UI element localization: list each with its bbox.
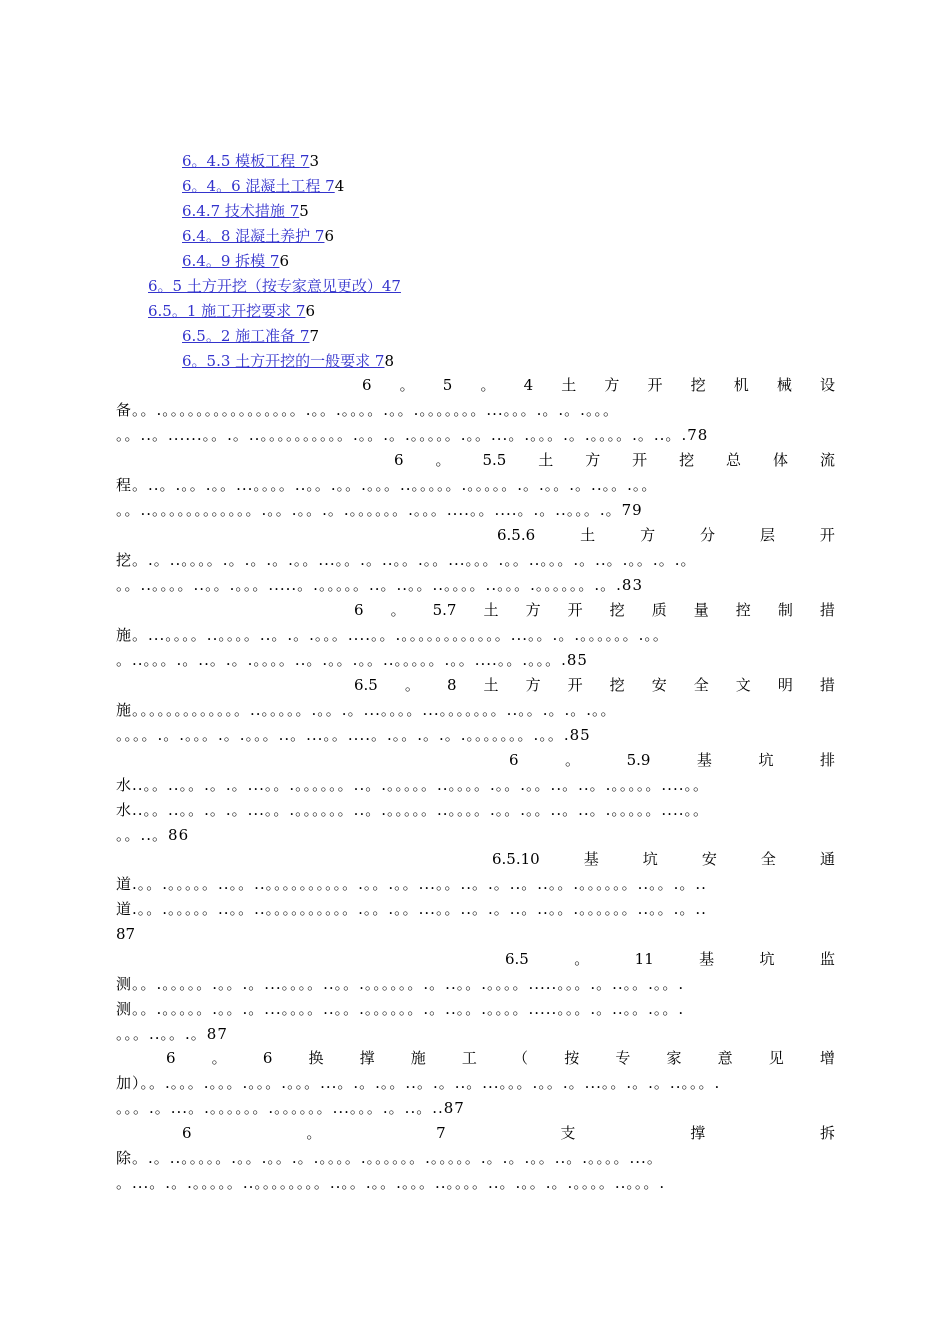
heading-token: 控 [735,601,751,619]
heading-token: 量 [693,601,709,619]
heading-token: 基 [583,850,599,868]
toc-item[interactable] [182,226,334,246]
heading-token: 。 [306,1124,322,1142]
heading-token: 土 [580,526,596,544]
heading-token: 坑 [759,950,775,968]
heading-token: 监 [819,950,835,968]
heading-token: 排 [819,751,835,769]
heading-token: 开 [819,526,835,544]
heading-token: 开 [567,601,583,619]
toc-item[interactable] [148,301,315,321]
entry-leader-with-page: 。。。.。...。.。。。。。。.。。。。。。...。。。.。..。..87 [116,1099,465,1117]
heading-token: 土 [538,451,554,469]
heading-token: 措 [819,676,835,694]
heading-token: 4 [523,376,534,394]
heading-token: 措 [819,601,835,619]
heading-token: 层 [759,526,775,544]
heading-token: 挖 [609,676,625,694]
heading-token: 6.5 [505,950,529,968]
heading-token: 明 [777,676,793,694]
entry-leader-line: 测。。.。。。。。.。。.。...。。。。..。。.。。。。。。.。..。。.。。。。.....。。。.。..。。.。。. [116,975,685,993]
entry-leader-line: 道.。。.。。。。。..。。..。。。。。。。。。。.。。.。。...。。..。.。..。..。。.。。。。。。..。。.。.. [116,875,707,893]
entry-leader-with-page: 。。。。.。.。。。.。.。。。..。...。。....。.。。.。.。.。。。。。。。.。。.85 [116,726,591,744]
heading-token: 6 [509,751,519,769]
heading-token: 5 [442,376,453,394]
heading-token: 开 [632,451,648,469]
heading-token: 6 [262,1049,273,1067]
heading-token: 。 [211,1049,227,1067]
entry-leader-with-page: 。。。..。。.。87 [116,1025,228,1043]
heading-token: 5.5 [482,451,507,469]
entry-leader-with-page: 。..。。。.。..。.。.。。。。..。.。。.。。..。。。。。.。。....。。.。。。.85 [116,651,588,669]
entry-heading [394,449,835,471]
entry-leader-line: 。...。.。.。。。。。..。。。。。。。。..。。.。。.。。。..。。。。..。.。。.。.。。。。..。。。. [116,1174,666,1192]
entry-heading [497,524,835,546]
heading-token: 6 [166,1049,176,1067]
entry-leader-with-page: 。。..。。。。..。。.。。。.....。.。。。。。..。..。。..。。。。..。。。.。。。。。。.。.83 [116,576,643,594]
heading-token: 。 [574,950,590,968]
toc-page-number: 8 [384,352,395,370]
entry-page-number: 87 [116,925,136,943]
toc-item[interactable] [148,276,401,296]
heading-token: 工 [461,1049,477,1067]
toc-page-number: 4 [334,177,345,195]
heading-token: 6.5.10 [492,850,540,868]
heading-token: 总 [726,451,742,469]
heading-token: 7 [436,1124,446,1142]
heading-token: 拆 [819,1124,835,1142]
entry-heading [354,674,835,696]
heading-token: 家 [666,1049,682,1067]
heading-token: 分 [700,526,716,544]
heading-token: 方 [525,601,541,619]
heading-token: 挖 [609,601,625,619]
heading-token: 方 [640,526,656,544]
heading-token: 6 [354,601,364,619]
entry-leader-line: 道.。。.。。。。。..。。..。。。。。。。。。。.。。.。。...。。..。.。..。..。。.。。。。。。..。。.。.. [116,900,707,918]
heading-token: 挖 [679,451,695,469]
toc-item[interactable] [182,176,344,196]
heading-token: 全 [760,850,776,868]
toc-page-number: 3 [309,152,320,170]
toc-link[interactable]: 6。5.3 土方开挖的一般要求 7 [182,352,385,370]
heading-token: 流 [819,451,835,469]
heading-token: 见 [768,1049,784,1067]
heading-token: 械 [776,376,792,394]
heading-token: 开 [567,676,583,694]
entry-leader-line: 施。。。。。。。。。。。。。..。。。。。.。。.。...。。。。...。。。。。。。..。。.。.。.。。 [116,701,617,719]
heading-token: 。 [399,376,415,394]
entry-leader-line: 挖。.。..。。。。.。.。.。.。。...。。.。..。。.。。...。。。.。。..。。。.。..。.。。.。.。 [116,551,697,569]
heading-token: 8 [446,676,457,694]
heading-token: 6.5.6 [497,526,536,544]
heading-token: 文 [735,676,751,694]
heading-token: 基 [699,950,715,968]
heading-token: 。 [480,376,496,394]
heading-token: 11 [634,950,654,968]
entry-leader-line: 测。。.。。。。。.。。.。...。。。。..。。.。。。。。。.。..。。.。。。。.....。。。.。..。。.。。. [116,1000,685,1018]
toc-link[interactable]: 6。4。6 混凝土工程 7 [182,177,335,195]
heading-token: 通 [819,850,835,868]
toc-link[interactable]: 6.5。1 施工开挖要求 7 [148,302,306,320]
heading-token: 。 [435,451,451,469]
heading-token: 全 [693,676,709,694]
heading-token: 土 [483,676,499,694]
toc-link[interactable]: 6.4.7 技术措施 7 [182,202,300,220]
toc-item[interactable] [182,326,319,346]
heading-token: 6 [182,1124,192,1142]
toc-page-number: 7 [309,327,320,345]
entry-heading [492,848,835,870]
toc-page-number: 5 [299,202,309,220]
entry-leader-with-page: 。。..。86 [116,826,190,844]
heading-token: 开 [647,376,663,394]
toc-link[interactable]: 6。5 土方开挖（按专家意见更改）47 [148,277,401,295]
entry-leader-line: 程。..。.。。.。。...。。。。..。。.。。.。。。..。。。。。.。。。。。.。.。。.。..。。.。。 [116,476,658,494]
heading-token: 设 [819,376,835,394]
heading-token: 增 [819,1049,835,1067]
entry-leader-line: 除。.。..。。。。。.。。.。。.。.。。。。.。。。。。。.。。。。。.。.。.。。..。.。。。。...。 [116,1149,663,1167]
toc-link[interactable]: 6.4。8 混凝土养护 7 [182,227,325,245]
heading-token: 安 [701,850,717,868]
heading-token: 支 [560,1124,576,1142]
toc-link[interactable]: 6.5。2 施工准备 7 [182,327,310,345]
heading-token: 6 [362,376,372,394]
heading-token: 方 [585,451,601,469]
entry-leader-line: 施。...。。。。..。。。。..。.。.。。。....。。.。。。。。。。。。。。。...。。.。.。。。。。。.。。 [116,626,669,644]
heading-token: 撑 [690,1124,706,1142]
toc-link[interactable]: 6。4.5 模板工程 7 [182,152,310,170]
heading-token: 5.9 [626,751,651,769]
heading-token: 撑 [359,1049,375,1067]
toc-page-number: 6 [279,252,290,270]
heading-token: 换 [308,1049,324,1067]
heading-token: （ [513,1049,529,1067]
heading-token: 按 [564,1049,580,1067]
entry-heading [182,1122,835,1144]
heading-token: 基 [696,751,712,769]
heading-token: 挖 [690,376,706,394]
toc-page-number: 6 [305,302,316,320]
entry-heading [354,599,835,621]
heading-token: 安 [651,676,667,694]
entry-leader-with-page: 。。..。......。。.。..。。。。。。。。。。.。。.。.。。。。。.。。...。.。。。.。.。。。。.。..。.78 [116,426,709,444]
toc-item[interactable] [182,151,319,171]
heading-token: 坑 [642,850,658,868]
entry-heading [166,1047,835,1069]
entry-heading [505,948,835,970]
heading-token: 制 [777,601,793,619]
heading-token: 体 [773,451,789,469]
heading-token: 坑 [758,751,774,769]
heading-token: 土 [561,376,577,394]
heading-token: 。 [404,676,420,694]
toc-page-number: 6 [324,227,335,245]
entry-leader-with-page: 。。..。。。。。。。。。。。。.。。.。。.。.。。。。。。.。。。....。。....。.。..。。。.。79 [116,501,643,519]
heading-token: 。 [565,751,581,769]
heading-token: 机 [733,376,749,394]
toc-item[interactable] [182,351,394,371]
entry-leader-line: 加）。。.。。。.。。。.。。。.。。。...。.。.。。..。.。..。...。。。.。。.。...。。.。.。..。。。. [116,1074,721,1092]
entry-leader-line: 水..。。..。。.。.。...。。.。。。。。。..。.。。。。。..。。。。.。。.。。..。..。.。。。。。....。。 [116,776,709,794]
heading-token: 。 [390,601,406,619]
heading-token: 方 [525,676,541,694]
toc-link[interactable]: 6.4。9 拆模 7 [182,252,280,270]
toc-item[interactable] [182,251,289,271]
heading-token: 6.5 [354,676,378,694]
heading-token: 质 [651,601,667,619]
heading-token: 5.7 [432,601,457,619]
heading-token: 专 [615,1049,631,1067]
heading-token: 方 [604,376,620,394]
heading-token: 土 [483,601,499,619]
entry-heading [509,749,835,771]
heading-token: 施 [410,1049,426,1067]
entry-leader-line: 水..。。..。。.。.。...。。.。。。。。。..。.。。。。。..。。。。.。。.。。..。..。.。。。。。....。。 [116,801,709,819]
entry-leader-line: 备。。.。。。。。。。。。。。。。。。。.。。.。。。。.。。.。。。。。。。...。。。.。.。.。。。 [116,401,619,419]
toc-item[interactable] [182,201,309,221]
heading-token: 意 [717,1049,733,1067]
heading-token: 6 [394,451,404,469]
entry-heading [362,374,835,396]
